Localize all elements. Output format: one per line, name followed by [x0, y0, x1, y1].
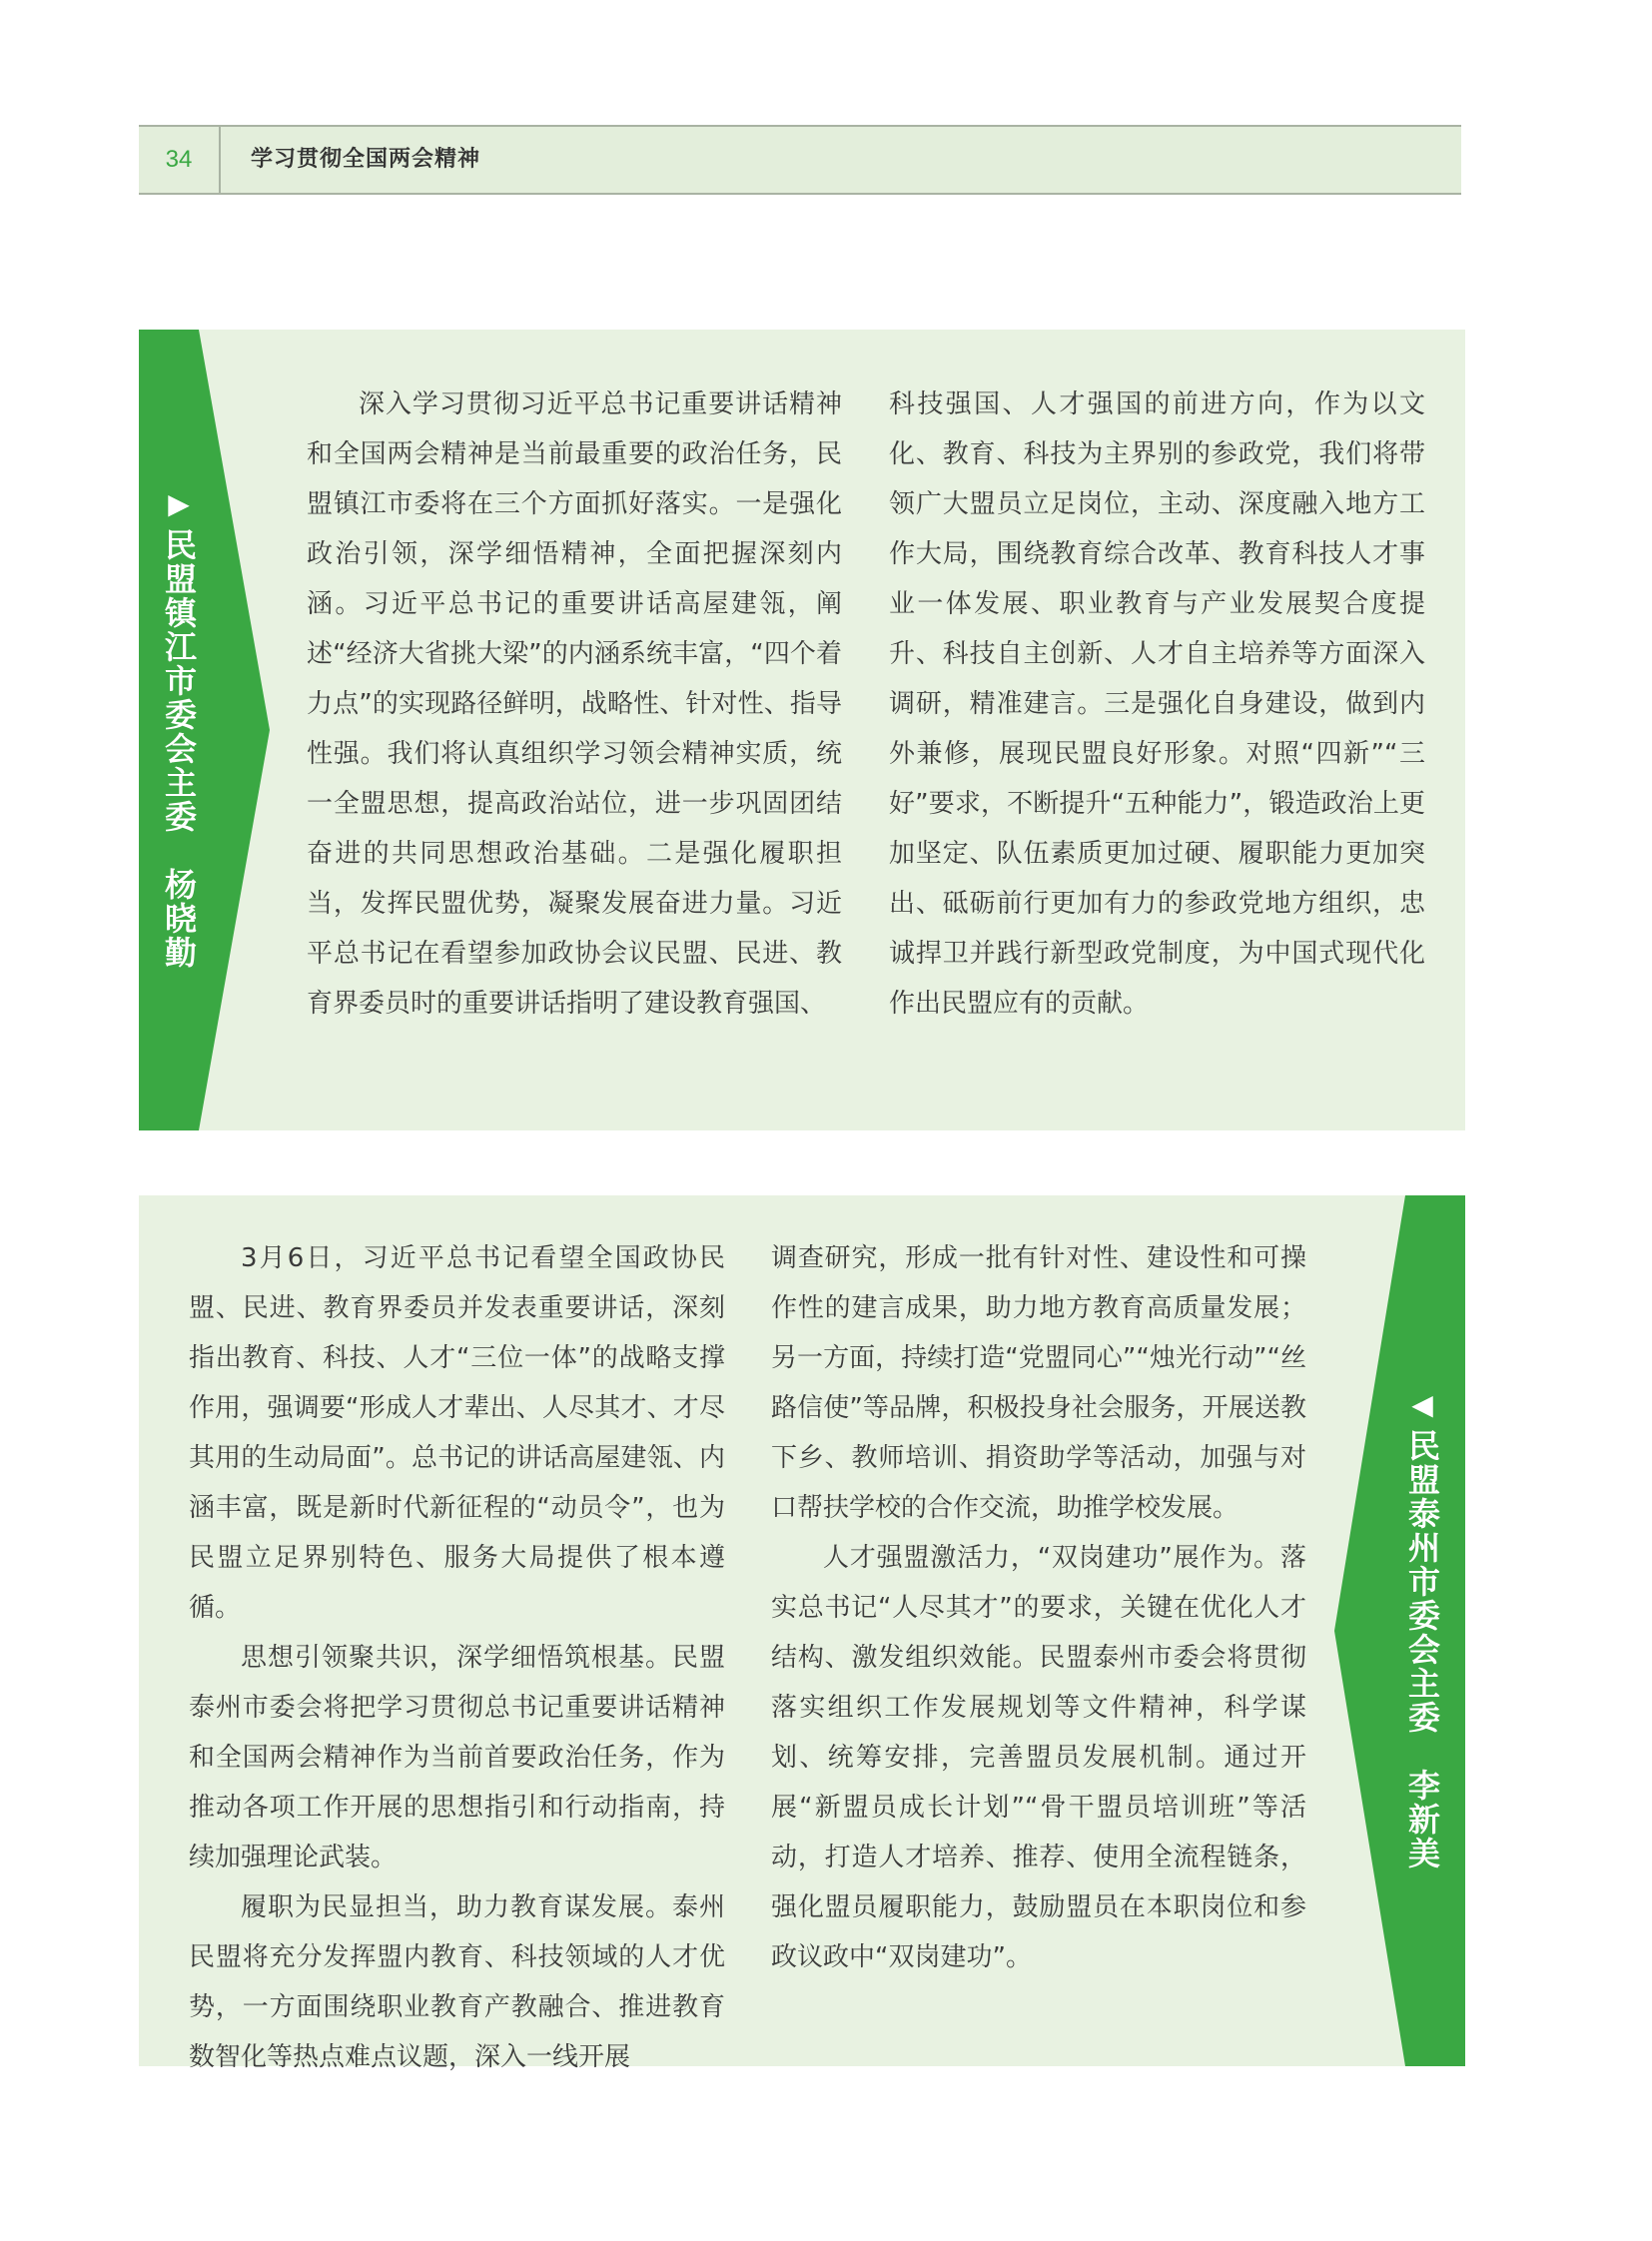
author-byline: 民盟镇江市委会主委 杨晓勤 — [160, 528, 198, 970]
article-column-right — [771, 1233, 1306, 1982]
article-panel-zhenjiang — [139, 330, 1465, 1130]
paragraph: 思想引领聚共识，深学细悟筑根基。民盟泰州市委会将把学习贯彻总书记重要讲话精神和全国两会精神作为当前首要政治任务，作为推动各项工作开展的思想指引和行动指南，持续加强理论武装。 — [189, 1643, 725, 1872]
article-panel-taizhou — [139, 1195, 1465, 2072]
article-column-left — [189, 1233, 725, 2082]
page-number: 34 — [139, 127, 221, 193]
article-column-right — [889, 379, 1425, 1029]
running-header-title: 学习贯彻全国两会精神 — [251, 147, 481, 172]
author-ribbon-right — [1334, 1195, 1465, 2066]
paragraph: 调查研究，形成一批有针对性、建设性和可操作性的建言成果，助力地方教育高质量发展；另一方面，持续打造“党盟同心”“烛光行动”“丝路信使”等品牌，积极投身社会服务，开展送教下乡、教师培训、捐资助学等活动，加强与对口帮扶学校的合作交流，助推学校发展。 — [771, 1243, 1306, 1523]
paragraph: 3月6日，习近平总书记看望全国政协民盟、民进、教育界委员并发表重要讲话，深刻指出教育、科技、人才“三位一体”的战略支撑作用，强调要“形成人才辈出、人尽其才、才尽其用的生动局面”。总书记的讲话高屋建瓴、内涵丰富，既是新时代新征程的“动员令”，也为民盟立足界别特色、服务大局提供了根本遵循。 — [189, 1243, 725, 1623]
author-ribbon-left — [139, 330, 270, 1130]
article-column-left — [307, 379, 842, 1029]
paragraph: 人才强盟激活力，“双岗建功”展作为。落实总书记“人尽其才”的要求，关键在优化人才结构、激发组织效能。民盟泰州市委会将贯彻落实组织工作发展规划等文件精神，科学谋划、统筹安排，完善盟员发展机制。通过开展“新盟员成长计划”“骨干盟员培训班”等活动，打造人才培养、推荐、使用全流程链条，强化盟员履职能力，鼓励盟员在本职岗位和参政议政中“双岗建功”。 — [771, 1543, 1306, 1972]
play-arrow-icon: ▶ — [168, 487, 190, 520]
paragraph: 科技强国、人才强国的前进方向，作为以文化、教育、科技为主界别的参政党，我们将带领广大盟员立足岗位，主动、深度融入地方工作大局，围绕教育综合改革、教育科技人才事业一体发展、职业教育与产业发展契合度提升、科技自主创新、人才自主培养等方面深入调研，精准建言。三是强化自身建设，做到内外兼修，展现民盟良好形象。对照“四新”“三好”要求，不断提升“五种能力”，锻造政治上更加坚定、队伍素质更加过硬、履职能力更加突出、砥砺前行更加有力的参政党地方组织，忠诚捍卫并践行新型政党制度，为中国式现代化作出民盟应有的贡献。 — [889, 389, 1425, 1019]
author-byline: 民盟泰州市委会主委 李新美 — [1403, 1429, 1441, 1870]
paragraph: 履职为民显担当，助力教育谋发展。泰州民盟将充分发挥盟内教育、科技领域的人才优势，一方面围绕职业教育产教融合、推进教育数智化等热点难点议题，深入一线开展 — [189, 1892, 725, 2072]
paragraph: 深入学习贯彻习近平总书记重要讲话精神和全国两会精神是当前最重要的政治任务，民盟镇江市委将在三个方面抓好落实。一是强化政治引领，深学细悟精神，全面把握深刻内涵。习近平总书记的重要讲话高屋建瓴，阐述“经济大省挑大梁”的内涵系统丰富，“四个着力点”的实现路径鲜明，战略性、针对性、指导性强。我们将认真组织学习领会精神实质，统一全盟思想，提高政治站位，进一步巩固团结奋进的共同思想政治基础。二是强化履职担当，发挥民盟优势，凝聚发展奋进力量。习近平总书记在看望参加政协会议民盟、民进、教育界委员时的重要讲话指明了建设教育强国、 — [307, 389, 842, 1019]
running-header — [139, 125, 1461, 195]
back-arrow-icon: ◀ — [1411, 1388, 1433, 1421]
